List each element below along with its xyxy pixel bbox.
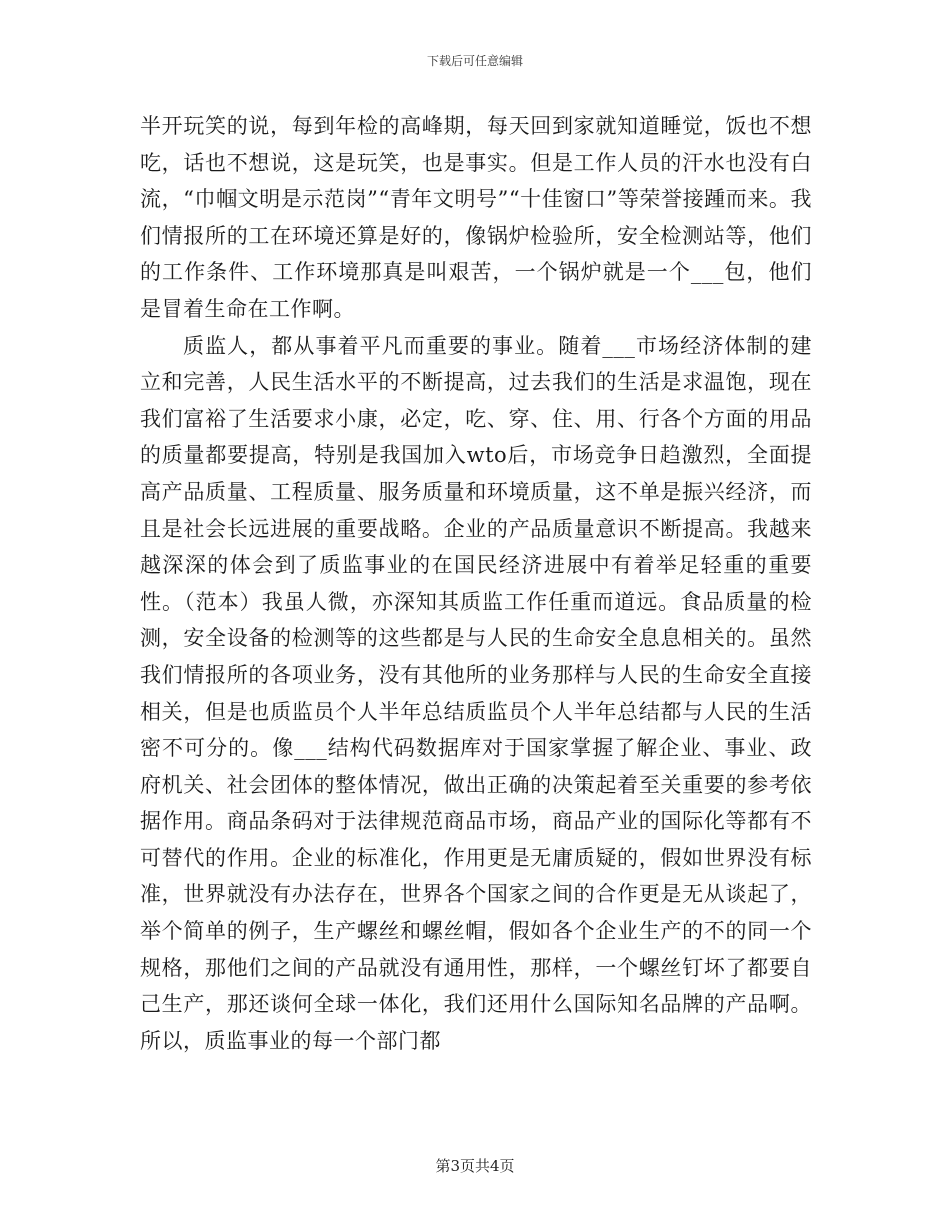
page-number-footer: 第3页共4页 <box>435 1157 515 1175</box>
paragraph-main: 质监人，都从事着平凡而重要的事业。随着___市场经济体制的建立和完善，人民生活水平的不断提高，过去我们的生活是求温饱，现在我们富裕了生活要求小康，必定，吃、穿、住、用、行各个方面的用品的质量都要提高，特别是我国加入wto后，市场竞争日趋激烈，全面提高产品质量、工程质量、服务质量和环境质量，这不单是振兴经济，而且是社会长远进展的重要战略。企业的产品质量意识不断提高。我越来越深深的体会到了质监事业的在国民经济进展中有着举足轻重的重要性。（范本）我虽人微，亦深知其质监工作任重而道远。食品质量的检测，安全设备的检测等的这些都是与人民的生命安全息息相关的。虽然我们情报所的各项业务，没有其他所的业务那样与人民的生命安全直接相关，但是也质监员个人半年总结质监员个人半年总结都与人民的生活密不可分的。像___结构代码数据库对于国家掌握了解企业、事业、政府机关、社会团体的整体情况，做出正确的决策起着至关重要的参考依据作用。商品条码对于法律规范商品市场，商品产业的国际化等都有不可替代的作用。企业的标准化，作用更是无庸质疑的，假如世界没有标准，世界就没有办法存在，世界各个国家之间的合作更是无从谈起了，举个简单的例子，生产螺丝和螺丝帽，假如各个企业生产的不的同一个规格，那他们之间的产品就没有通用性，那样，一个螺丝钉坏了都要自己生产，那还谈何全球一体化，我们还用什么国际知名品牌的产品啊。所以，质监事业的每一个部门都 <box>140 333 812 1053</box>
paragraph-continuation: 半开玩笑的说，每到年检的高峰期，每天回到家就知道睡觉，饭也不想吃，话也不想说，这是玩笑，也是事实。但是工作人员的汗水也没有白流，“巾帼文明是示范岗”“青年文明号”“十佳窗口”等荣誉接踵而来。我们情报所的工在环境还算是好的，像锅炉检验所，安全检测站等，他们的工作条件、工作环境那真是叫艰苦，一个锅炉就是一个___包，他们是冒着生命在工作啊。 <box>140 114 812 321</box>
page-header: 下载后可任意编辑 <box>426 54 523 68</box>
document-body <box>140 108 812 1059</box>
